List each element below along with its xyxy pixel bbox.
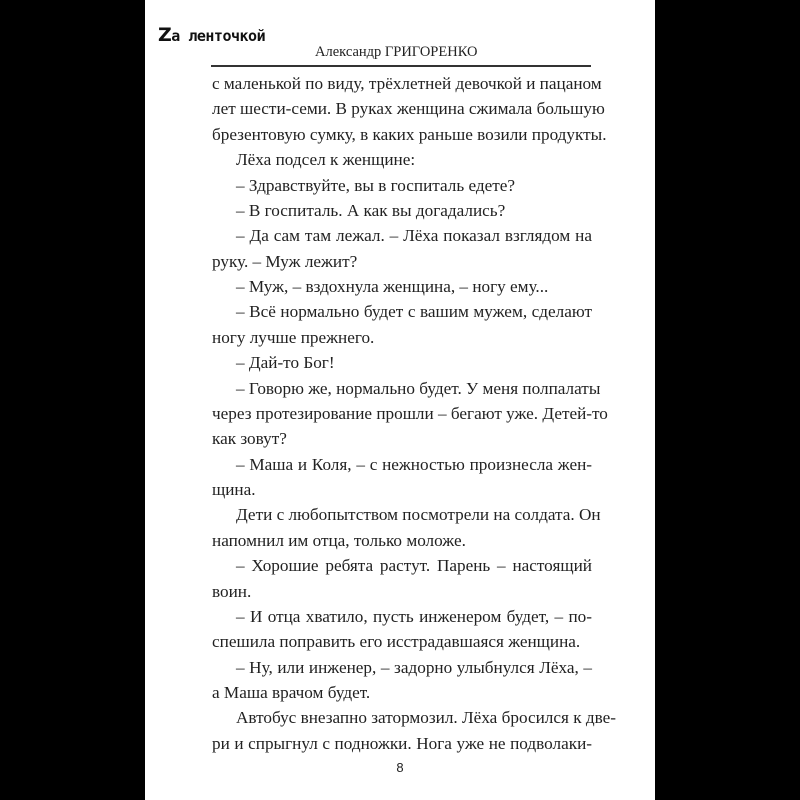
- text-line: – Дай-то Бог!: [236, 353, 335, 373]
- text-line: напомнил им отца, только моложе.: [212, 530, 466, 550]
- text-line: спешила поправить его исстрадавшаяся женщина.: [212, 632, 581, 652]
- book-page: [145, 0, 655, 800]
- text-line: Дети с любопытством посмотрели на солдата. Он: [236, 505, 601, 525]
- text-line: через протезирование прошли – бегают уже. Детей-то: [212, 403, 608, 423]
- body-text: [212, 71, 616, 756]
- header-rule: [211, 65, 591, 67]
- text-line: щина.: [212, 480, 256, 499]
- series-title-rest: а ленточкой: [171, 27, 266, 45]
- text-line: – В госпиталь. А как вы догадались?: [236, 200, 506, 220]
- series-title-z: Z: [158, 24, 172, 46]
- text-line: – Говорю же, нормально будет. У меня полпалаты: [236, 378, 601, 398]
- author-name: Александр ГРИГОРЕНКО: [315, 44, 478, 60]
- text-line: – Муж, – вздохнула женщина, – ногу ему...: [236, 277, 549, 296]
- text-line: – Здравствуйте, вы в госпиталь едете?: [236, 175, 516, 195]
- text-line: как зовут?: [212, 429, 287, 449]
- text-line: лет шести-семи. В руках женщина сжимала большую: [212, 99, 605, 119]
- text-line: ри и спрыгнул с подножки. Нога уже не подволаки-: [212, 733, 592, 753]
- text-line: ногу лучше прежнего.: [212, 327, 375, 347]
- text-line: Лёха подсел к женщине:: [236, 150, 416, 170]
- text-line: – Маша и Коля, – с нежностью произнесла жен-: [236, 454, 592, 474]
- text-line: – Всё нормально будет с вашим мужем, сделают: [236, 302, 592, 322]
- text-line: – Хорошие ребята растут. Парень – настоящий: [236, 556, 592, 576]
- text-line: Автобус внезапно затормозил. Лёха бросился к две-: [236, 708, 616, 728]
- text-line: с маленькой по виду, трёхлетней девочкой и пацаном: [212, 74, 602, 93]
- text-line: – Да сам там лежал. – Лёха показал взглядом на: [236, 226, 592, 246]
- text-line: а Маша врачом будет.: [212, 683, 371, 702]
- text-line: руку. – Муж лежит?: [212, 251, 358, 271]
- text-line: – И отца хватило, пусть инженером будет, – по-: [236, 606, 592, 626]
- page-number: 8: [396, 760, 404, 775]
- text-line: – Ну, или инженер, – задорно улыбнулся Лёха, –: [236, 657, 592, 677]
- text-line: брезентовую сумку, в каких раньше возили продукты.: [212, 124, 607, 144]
- text-line: воин.: [212, 581, 252, 601]
- series-title: [158, 24, 265, 46]
